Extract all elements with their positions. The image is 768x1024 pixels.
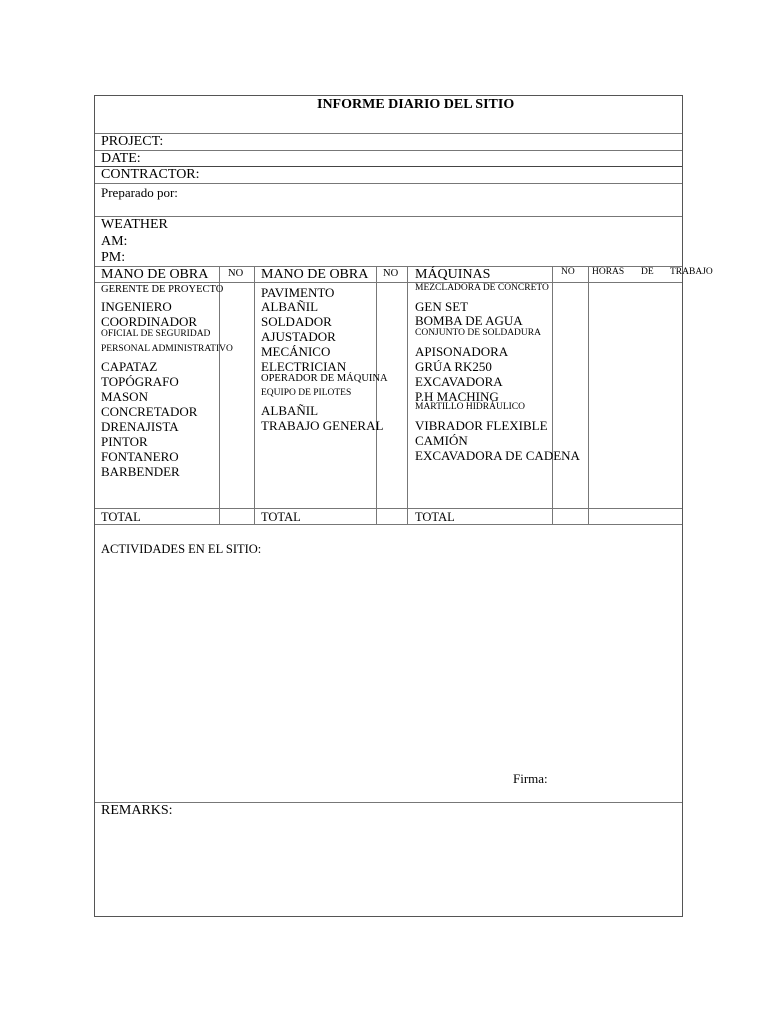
rule-header-bottom <box>95 282 682 283</box>
rule-under-project <box>95 150 682 151</box>
rule-above-remarks <box>95 802 682 803</box>
labor1-item: TOPÓGRAFO <box>101 374 179 389</box>
project-label: PROJECT: <box>101 134 164 149</box>
labor2-item: OPERADOR DE MÁQUINA <box>261 373 388 384</box>
remarks-label: REMARKS: <box>101 803 173 818</box>
labor1-item: CONCRETADOR <box>101 404 198 419</box>
hours-header-word-1: HORAS <box>592 267 625 277</box>
col-divider-2 <box>254 266 255 524</box>
machine-item: EXCAVADORA DE CADENA <box>415 448 580 463</box>
contractor-label: CONTRACTOR: <box>101 167 200 182</box>
prepared-by-label: Preparado por: <box>101 185 178 200</box>
total-label-labor2: TOTAL <box>261 510 301 524</box>
machine-item: APISONADORA <box>415 344 509 359</box>
machine-item: GRÚA RK250 <box>415 359 492 374</box>
daily-site-report-form <box>94 95 713 917</box>
hours-header-word-3: TRABAJO <box>670 267 713 277</box>
hours-header-word-2: DE <box>641 267 654 277</box>
labor1-item: PERSONAL ADMINISTRATIVO <box>101 344 233 354</box>
machine-item: CAMIÓN <box>415 433 468 448</box>
rule-total-top <box>95 508 682 509</box>
labor2-item: SOLDADOR <box>261 314 332 329</box>
labor1-item: PINTOR <box>101 434 148 449</box>
col-divider-3 <box>376 266 377 524</box>
labor1-item: COORDINADOR <box>101 314 198 329</box>
labor1-item: MASON <box>101 389 148 404</box>
labor2-item: MECÁNICO <box>261 344 331 359</box>
signature-label: Firma: <box>513 771 548 786</box>
labor2-header: MANO DE OBRA <box>261 267 369 282</box>
machines-header: MÁQUINAS <box>415 267 491 282</box>
col-divider-6 <box>588 266 589 524</box>
labor1-item: CAPATAZ <box>101 359 158 374</box>
labor1-header: MANO DE OBRA <box>101 267 209 282</box>
labor1-item: INGENIERO <box>101 299 172 314</box>
pm-label: PM: <box>101 250 126 265</box>
rule-under-prepared <box>95 216 682 217</box>
weather-label: WEATHER <box>101 217 168 232</box>
col-divider-4 <box>407 266 408 524</box>
am-label: AM: <box>101 234 128 249</box>
total-label-machines: TOTAL <box>415 510 455 524</box>
machine-item: BOMBA DE AGUA <box>415 313 523 328</box>
date-label: DATE: <box>101 151 141 166</box>
no2-header: NO <box>383 268 399 279</box>
rule-total-bottom <box>95 524 682 525</box>
machine-item: P.H MACHING <box>415 389 499 404</box>
machine-item: CONJUNTO DE SOLDADURA <box>415 328 541 338</box>
labor1-item: DRENAJISTA <box>101 419 179 434</box>
machine-item: GEN SET <box>415 299 469 314</box>
machine-item: MEZCLADORA DE CONCRETO <box>415 283 549 293</box>
labor2-item: ALBAÑIL <box>261 403 319 418</box>
labor2-item: ELECTRICIAN <box>261 359 347 374</box>
labor2-item: AJUSTADOR <box>261 329 336 344</box>
labor2-item: EQUIPO DE PILOTES <box>261 388 352 398</box>
activities-label: ACTIVIDADES EN EL SITIO: <box>101 542 262 556</box>
page-title: INFORME DIARIO DEL SITIO <box>317 97 515 112</box>
col-divider-1 <box>219 266 220 524</box>
col-divider-5 <box>552 266 553 524</box>
labor2-item: TRABAJO GENERAL <box>261 418 384 433</box>
total-label-labor1: TOTAL <box>101 510 141 524</box>
rule-under-contractor <box>95 183 682 184</box>
machine-item: MARTILLO HIDRÁULICO <box>415 402 525 412</box>
labor1-item: BARBENDER <box>101 464 180 479</box>
labor1-item: FONTANERO <box>101 449 179 464</box>
labor2-item: PAVIMENTO <box>261 285 335 300</box>
machine-item: VIBRADOR FLEXIBLE <box>415 418 548 433</box>
no3-header: NO <box>561 267 575 277</box>
labor1-item: GERENTE DE PROYECTO <box>101 284 224 295</box>
rule-under-title <box>95 133 682 134</box>
machine-item: EXCAVADORA <box>415 374 503 389</box>
no1-header: NO <box>228 268 244 279</box>
labor1-item: OFICIAL DE SEGURIDAD <box>101 329 211 339</box>
labor2-item: ALBAÑIL <box>261 299 319 314</box>
